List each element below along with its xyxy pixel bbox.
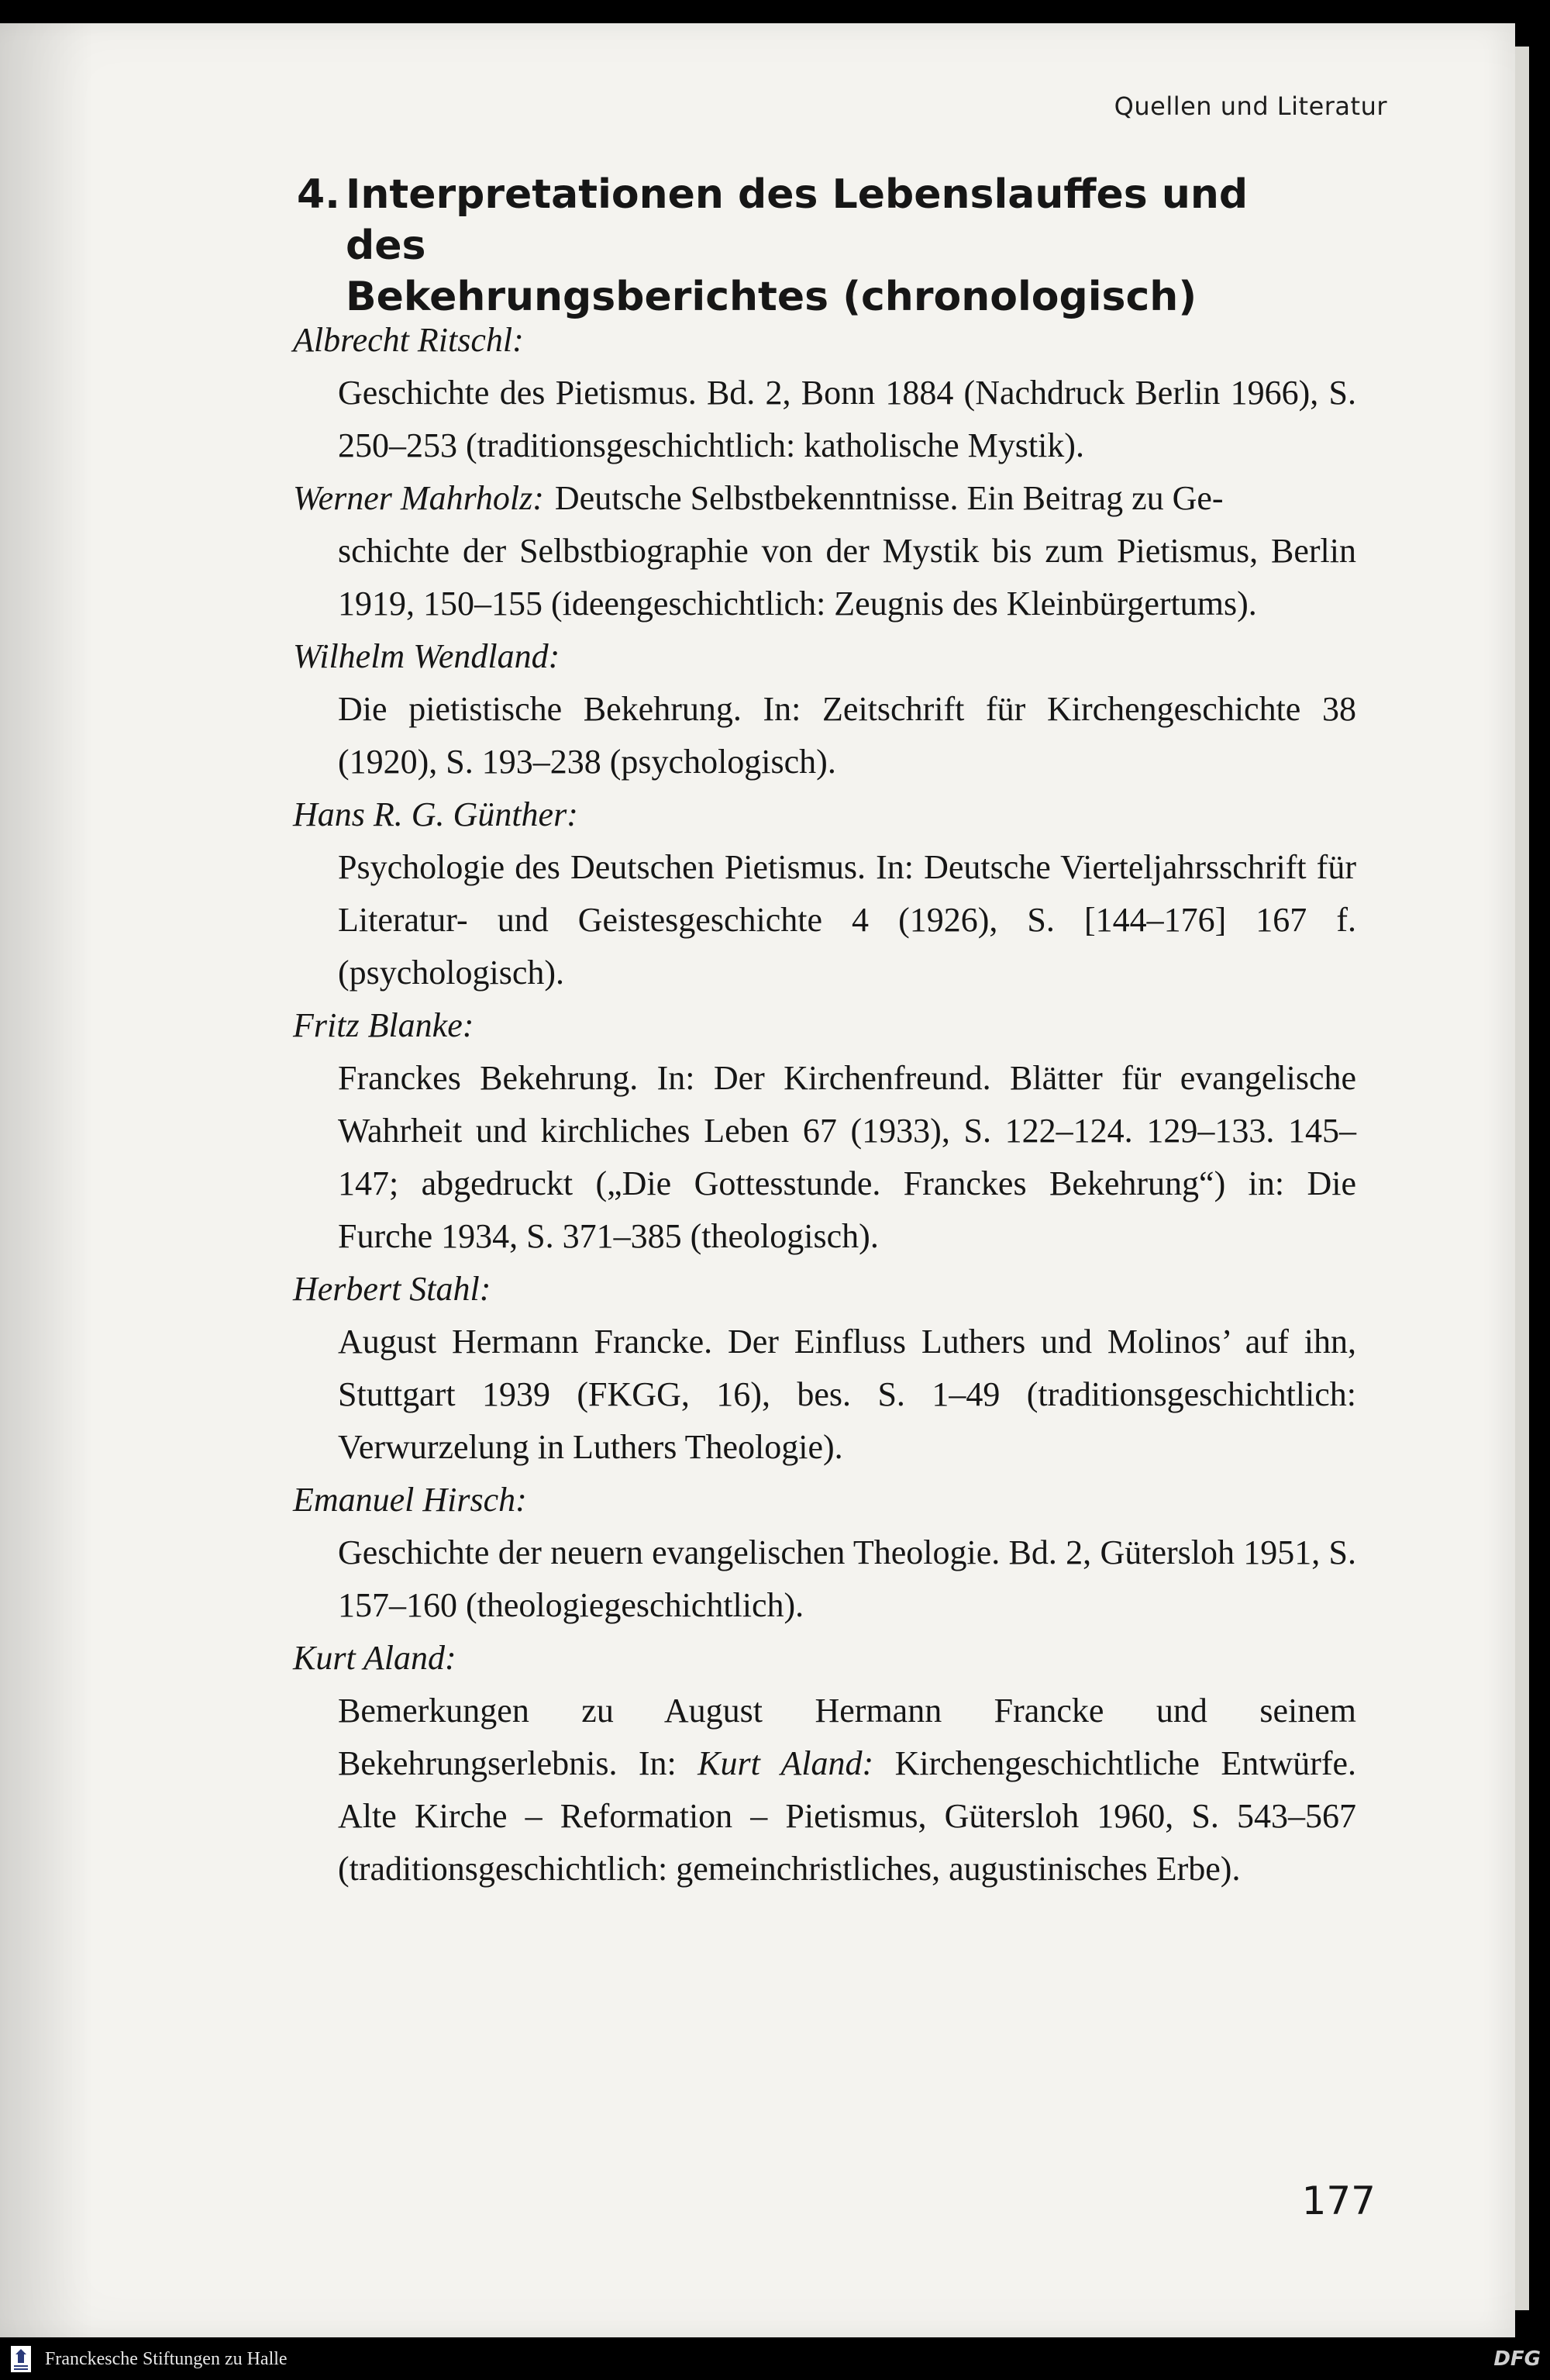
entry-text: Geschichte des Pietismus. Bd. 2, Bonn 1884 (Nachdruck Berlin 1966), S. 250–253 (traditionsgeschichtlich: katholische Mystik). xyxy=(338,374,1356,464)
gutter-shadow xyxy=(0,23,93,2337)
section-title xyxy=(297,169,1304,323)
entry-text: Psychologie des Deutschen Pietismus. In: Deutsche Vierteljahrsschrift für Literatur- und Geistesgeschichte 4 (1926), S. [144–176] 167 f. (psychologisch). xyxy=(338,848,1356,992)
entry-author: Hans R. G. Günther: xyxy=(293,795,578,833)
section-number: 4. xyxy=(297,171,340,218)
bib-entry xyxy=(293,314,1356,472)
running-head: Quellen und Literatur xyxy=(1114,91,1387,121)
entry-text: Die pietistische Bekehrung. In: Zeitschrift für Kirchengeschichte 38 (1920), S. 193–238 (psychologisch). xyxy=(338,690,1356,781)
bibliography-list xyxy=(293,314,1356,1895)
entry-author: Kurt Aland: xyxy=(293,1639,456,1677)
bib-entry xyxy=(293,1263,1356,1474)
dfg-mark: DFG xyxy=(1493,2347,1541,2371)
entry-author: Albrecht Ritschl: xyxy=(293,321,524,359)
entry-author: Werner Mahrholz: xyxy=(293,479,544,517)
bib-entry xyxy=(293,472,1356,630)
entry-text: Franckes Bekehrung. In: Der Kirchenfreund. Blätter für evangelische Wahrheit und kirchliches Leben 67 (1933), S. 122–124. 129–133. 145–147; abgedruckt („Die Gottesstunde. Franckes Bekehrung“) in: Die Furche 1934, S. 371–385 (theologisch). xyxy=(338,1059,1356,1255)
page-number: 177 xyxy=(1301,2178,1376,2223)
bib-entry xyxy=(293,630,1356,788)
footer-institution: Franckesche Stiftungen zu Halle xyxy=(45,2349,288,2369)
entry-author: Emanuel Hirsch: xyxy=(293,1481,527,1519)
entry-text: August Hermann Francke. Der Einfluss Luthers und Molinos’ auf ihn, Stuttgart 1939 (FKGG, 16), bes. S. 1–49 (traditionsgeschichtlich: Verwurzelung in Luthers Theologie). xyxy=(338,1323,1356,1466)
bib-entry xyxy=(293,1474,1356,1632)
entry-author: Wilhelm Wendland: xyxy=(293,637,560,675)
institution-logo-icon xyxy=(11,2346,31,2372)
bib-entry xyxy=(293,788,1356,999)
entry-text: Geschichte der neuern evangelischen Theologie. Bd. 2, Gütersloh 1951, S. 157–160 (theologiegeschichtlich). xyxy=(338,1533,1356,1624)
bib-entry xyxy=(293,999,1356,1263)
entry-first-line xyxy=(293,472,1356,525)
entry-text-part-a: Bemerkungen zu August Hermann Francke und seinem Bekehrungserlebnis. In: xyxy=(338,1692,1356,1782)
entry-author: Herbert Stahl: xyxy=(293,1270,491,1308)
section-title-line-1: Interpretationen des Lebenslauffes und des xyxy=(346,171,1249,269)
entry-inline-author: Kurt Aland: xyxy=(698,1744,874,1782)
entry-text-part-b: Kirchengeschichtliche Entwürfe. Alte Kirche – Reformation – Pietismus, Gütersloh 1960, S. 543–567 (traditionsgeschichtlich: gemeinchristliches, augustinisches Erbe). xyxy=(338,1744,1357,1888)
entry-text-first: Deutsche Selbstbekenntnisse. Ein Beitrag zu Ge- xyxy=(554,479,1224,517)
entry-text xyxy=(293,1685,1356,1895)
section-title-line-2: Bekehrungsberichtes (chronologisch) xyxy=(346,274,1197,320)
bib-entry xyxy=(293,1632,1356,1895)
entry-text: schichte der Selbstbiographie von der Mystik bis zum Pietismus, Berlin 1919, 150–155 (ideengeschichtlich: Zeugnis des Kleinbürgertums). xyxy=(338,532,1356,623)
page-edge xyxy=(1515,47,1529,2310)
entry-author: Fritz Blanke: xyxy=(293,1006,474,1044)
